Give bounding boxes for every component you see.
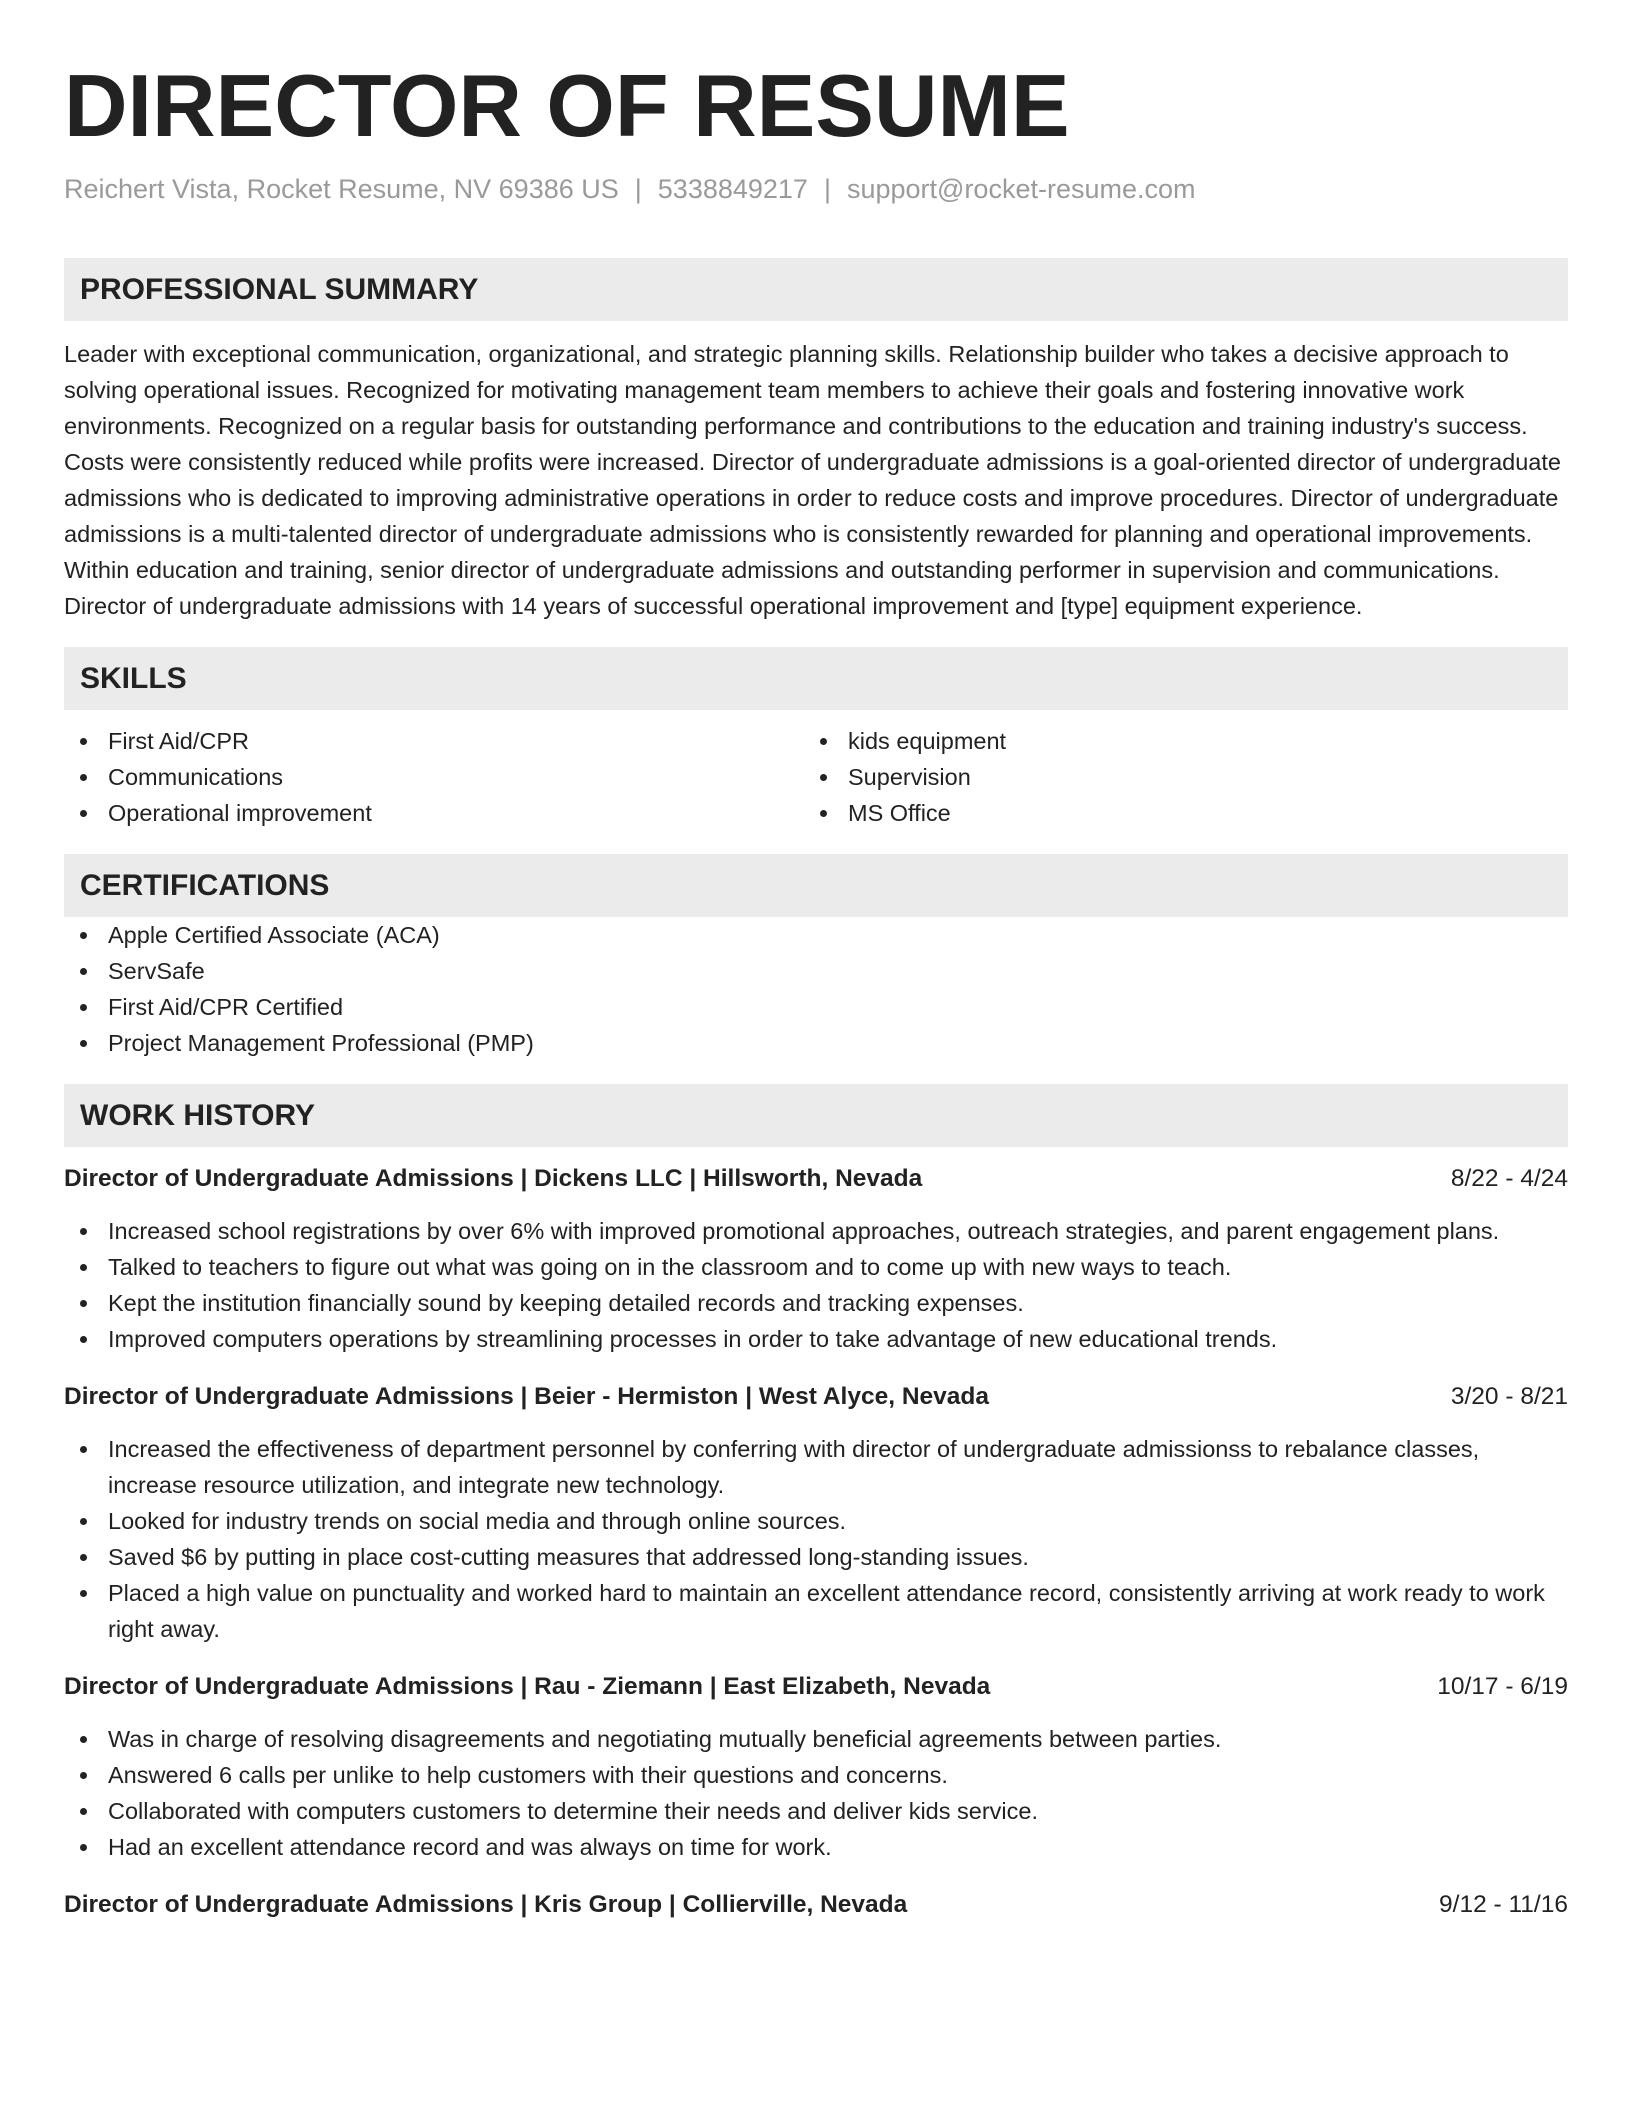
job-header [64, 1379, 1568, 1415]
job-bullet: Collaborated with computers customers to determine their needs and deliver kids service. [64, 1793, 1568, 1829]
contact-address: Reichert Vista, Rocket Resume, NV 69386 US [64, 174, 619, 204]
job-bullets [64, 1721, 1568, 1865]
job-dates: 9/12 - 11/16 [1439, 1891, 1568, 1918]
job-title: Director of Undergraduate Admissions | Beier - Hermiston | West Alyce, Nevada [64, 1383, 989, 1410]
job-header [64, 1887, 1568, 1923]
section-header-work-history: WORK HISTORY [64, 1084, 1568, 1147]
job-bullet: Increased school registrations by over 6% with improved promotional approaches, outreach strategies, and parent engagement plans. [64, 1213, 1568, 1249]
job-title: Director of Undergraduate Admissions | Dickens LLC | Hillsworth, Nevada [64, 1165, 923, 1192]
certification-item: First Aid/CPR Certified [64, 989, 1568, 1025]
job-bullet: Answered 6 calls per unlike to help customers with their questions and concerns. [64, 1757, 1568, 1793]
job-bullet: Talked to teachers to figure out what was going on in the classroom and to come up with new ways to teach. [64, 1249, 1568, 1285]
contact-email: support@rocket-resume.com [846, 174, 1196, 204]
job-entry [64, 1669, 1568, 1865]
job-dates: 8/22 - 4/24 [1450, 1165, 1568, 1192]
certification-item: Project Management Professional (PMP) [64, 1025, 1568, 1061]
certification-item: Apple Certified Associate (ACA) [64, 917, 1568, 953]
contact-separator: | [823, 174, 831, 204]
section-header-certifications: CERTIFICATIONS [64, 854, 1568, 917]
job-entry [64, 1161, 1568, 1357]
job-bullet: Looked for industry trends on social media and through online sources. [64, 1503, 1568, 1539]
job-header [64, 1669, 1568, 1705]
job-dates: 10/17 - 6/19 [1437, 1673, 1568, 1700]
job-bullet: Placed a high value on punctuality and worked hard to maintain an excellent attendance record, consistently arriving at work ready to work right away. [64, 1575, 1568, 1647]
job-entry [64, 1887, 1568, 1923]
job-bullets [64, 1431, 1568, 1647]
job-bullets [64, 1213, 1568, 1357]
contact-separator: | [634, 174, 642, 204]
job-entry [64, 1379, 1568, 1647]
job-bullet: Increased the effectiveness of department personnel by conferring with director of undergraduate admissionss to rebalance classes, increase resource utilization, and integrate new technology. [64, 1431, 1568, 1503]
job-title: Director of Undergraduate Admissions | Kris Group | Collierville, Nevada [64, 1891, 908, 1918]
job-title: Director of Undergraduate Admissions | Rau - Ziemann | East Elizabeth, Nevada [64, 1673, 991, 1700]
certifications-list [64, 917, 1568, 1061]
summary-text: Leader with exceptional communication, organizational, and strategic planning skills. Relationship builder who takes a decisive approach to solving operational issues. Recognized for motivating management team members to achieve their goals and fostering innovative work environments. Recognized on a regular basis for outstanding performance and contributions to the education and training industry's success. Costs were consistently reduced while profits were increased. Director of undergraduate admissions is a goal-oriented director of undergraduate admissions who is dedicated to improving administrative operations in order to reduce costs and improve procedures. Director of undergraduate admissions is a multi-talented director of undergraduate admissions who is consistently rewarded for planning and operational improvements. Within education and training, senior director of undergraduate admissions and outstanding performer in supervision and communications. Director of undergraduate admissions with 14 years of successful operational improvement and [type] equipment experience. [64, 341, 1561, 619]
job-bullet: Was in charge of resolving disagreements and negotiating mutually beneficial agreements between parties. [64, 1721, 1568, 1757]
certification-item: ServSafe [64, 953, 1568, 989]
skills-column-left [64, 723, 804, 831]
skill-item: Communications [64, 759, 804, 795]
skills-grid [64, 723, 1568, 831]
job-bullet: Improved computers operations by streamlining processes in order to take advantage of new educational trends. [64, 1321, 1568, 1357]
job-bullet: Saved $6 by putting in place cost-cutting measures that addressed long-standing issues. [64, 1539, 1568, 1575]
skill-item: Supervision [804, 759, 1544, 795]
skill-item: Operational improvement [64, 795, 804, 831]
resume-name: DIRECTOR OF RESUME [64, 56, 1070, 155]
skill-item: kids equipment [804, 723, 1544, 759]
job-dates: 3/20 - 8/21 [1450, 1383, 1568, 1410]
skill-item: First Aid/CPR [64, 723, 804, 759]
contact-line [64, 172, 1568, 206]
skill-item: MS Office [804, 795, 1544, 831]
job-bullet: Kept the institution financially sound by keeping detailed records and tracking expenses. [64, 1285, 1568, 1321]
contact-phone: 5338849217 [657, 174, 808, 204]
job-header [64, 1161, 1568, 1197]
section-header-skills: SKILLS [64, 647, 1568, 710]
skills-column-right [804, 723, 1544, 831]
job-bullet: Had an excellent attendance record and was always on time for work. [64, 1829, 1568, 1865]
section-header-summary: PROFESSIONAL SUMMARY [64, 258, 1568, 321]
